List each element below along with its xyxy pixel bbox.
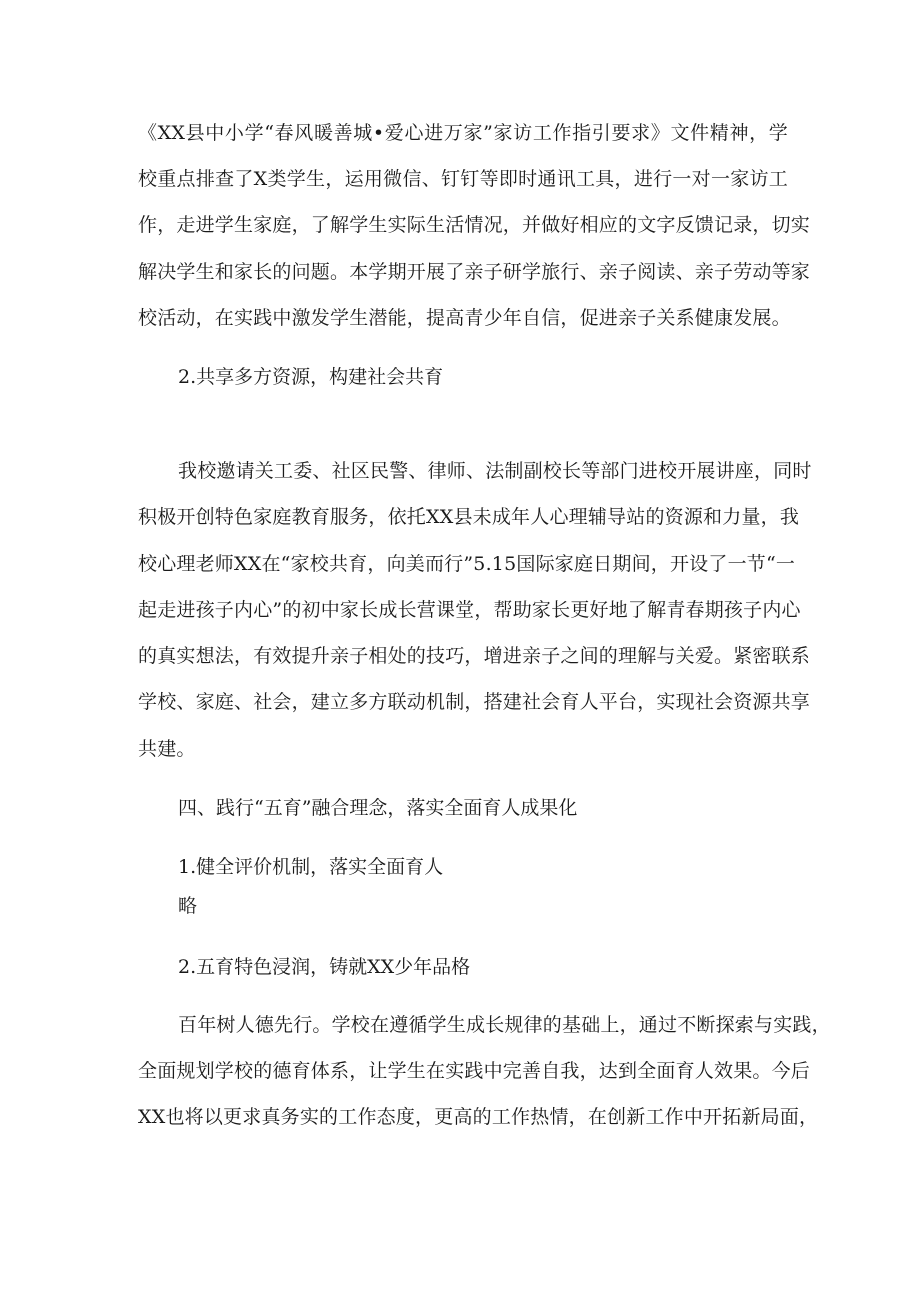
paragraph-line: 解决学生和家长的问题。本学期开展了亲子研学旅行、亲子阅读、亲子劳动等家 bbox=[138, 261, 811, 283]
subheading-five-education: 2.五育特色浸润，铸就XX少年品格 bbox=[178, 956, 471, 978]
subheading-share-resources: 2.共享多方资源，构建社会共育 bbox=[178, 366, 444, 388]
section-heading-four: 四、践行“五育”融合理念，落实全面育人成果化 bbox=[178, 797, 578, 819]
paragraph-line: 学校、家庭、社会，建立多方联动机制，搭建社会育人平台，实现社会资源共享 bbox=[138, 691, 811, 713]
paragraph-line: 起走进孩子内心”的初中家长成长营课堂，帮助家长更好地了解青春期孩子内心 bbox=[138, 599, 801, 621]
paragraph-line: 共建。 bbox=[138, 738, 196, 760]
paragraph-line: 作，走进学生家庭，了解学生实际生活情况，并做好相应的文字反馈记录，切实 bbox=[138, 214, 811, 236]
paragraph-line: 百年树人德先行。学校在遵循学生成长规律的基础上，通过不断探索与实践， bbox=[178, 1014, 831, 1036]
paragraph-line: 校活动，在实践中激发学生潜能，提高青少年自信，促进亲子关系健康发展。 bbox=[138, 307, 791, 329]
subheading-evaluation: 1.健全评价机制，落实全面育人 bbox=[178, 856, 444, 878]
paragraph-line: 积极开创特色家庭教育服务，依托XX县未成年人心理辅导站的资源和力量，我 bbox=[138, 506, 800, 528]
paragraph-line: 《XX县中小学“春风暖善城•爱心进万家”家访工作指引要求》文件精神，学 bbox=[138, 122, 788, 144]
paragraph-line: 校重点排查了X类学生，运用微信、钉钉等即时通讯工具，进行一对一家访工 bbox=[138, 168, 788, 190]
paragraph-line: 的真实想法，有效提升亲子相处的技巧，增进亲子之间的理解与关爱。紧密联系 bbox=[138, 645, 811, 667]
paragraph-line: 校心理老师XX在“家校共育，向美而行”5.15国际家庭日期间，开设了一节“一 bbox=[138, 553, 796, 575]
paragraph-line: XX也将以更求真务实的工作态度，更高的工作热情，在创新工作中开拓新局面， bbox=[138, 1106, 819, 1128]
paragraph-line: 我校邀请关工委、社区民警、律师、法制副校长等部门进校开展讲座，同时 bbox=[178, 460, 812, 482]
paragraph-line: 全面规划学校的德育体系，让学生在实践中完善自我，达到全面育人效果。今后 bbox=[138, 1060, 811, 1082]
omitted-note: 略 bbox=[178, 895, 198, 917]
